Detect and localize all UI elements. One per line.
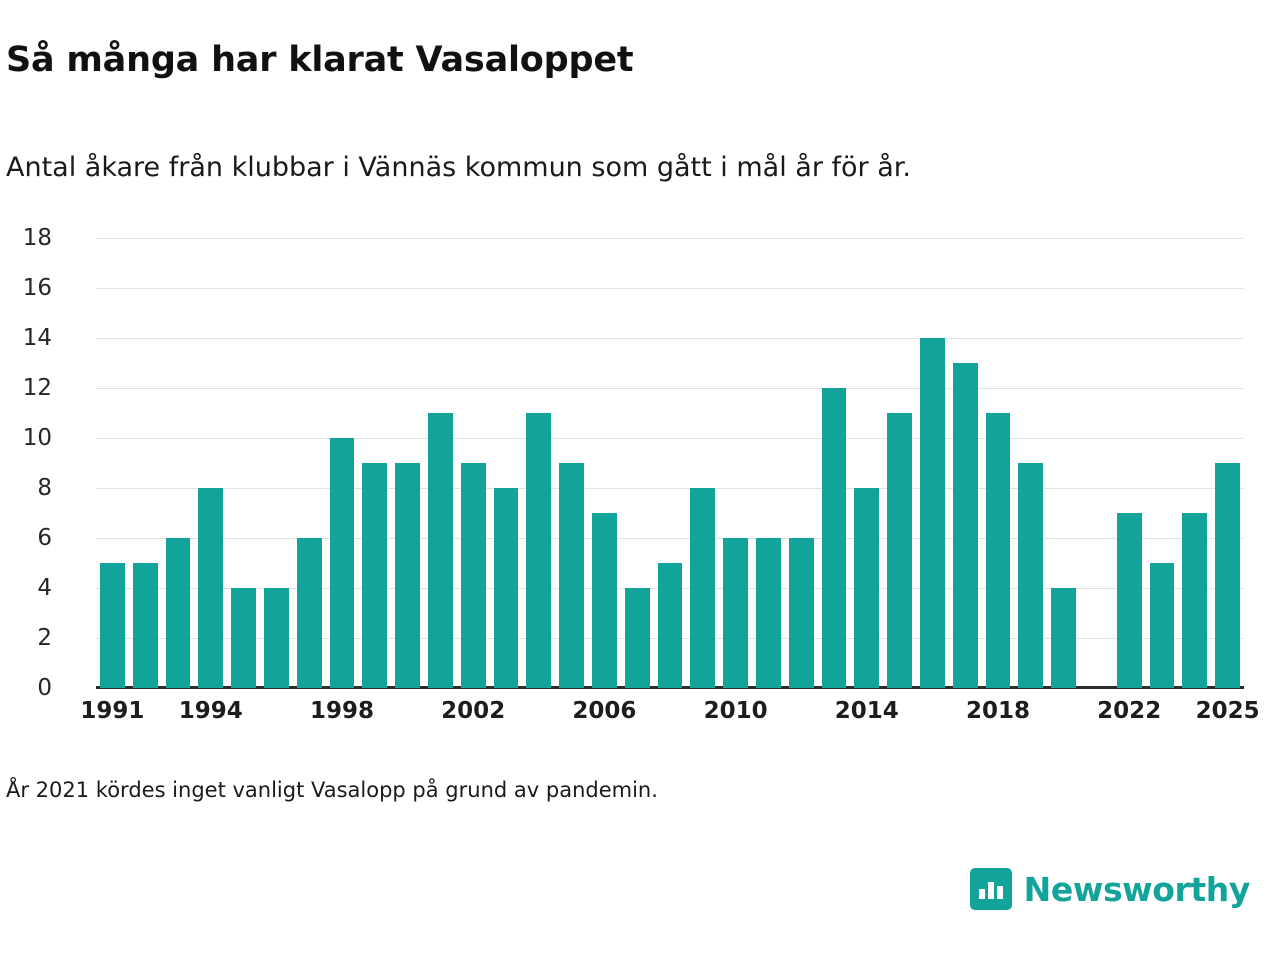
- bar: [1215, 463, 1240, 688]
- bar: [494, 488, 519, 688]
- bar: [723, 538, 748, 688]
- bar: [428, 413, 453, 688]
- chart-footnote: År 2021 kördes inget vanligt Vasalopp på grund av pandemin.: [6, 778, 658, 802]
- bar: [198, 488, 223, 688]
- bar: [1018, 463, 1043, 688]
- x-axis-tick-label: 1991: [80, 698, 145, 724]
- bar: [887, 413, 912, 688]
- x-axis-tick-label: 2018: [965, 698, 1031, 724]
- bar-series: [96, 238, 1244, 688]
- bar: [264, 588, 289, 688]
- y-axis-tick-label: 16: [22, 275, 52, 301]
- bar: [822, 388, 847, 688]
- y-axis-tick-label: 12: [22, 375, 52, 401]
- x-axis-tick-label: 2002: [441, 698, 506, 724]
- y-axis-tick-label: 2: [37, 625, 52, 651]
- bar: [526, 413, 551, 688]
- y-axis-tick-label: 8: [37, 475, 52, 501]
- x-axis-tick-label: 2006: [572, 698, 637, 724]
- bar: [789, 538, 814, 688]
- bar: [362, 463, 387, 688]
- x-axis-tick-label: 2022: [1097, 698, 1162, 724]
- bar-chart-logo-icon: [970, 868, 1012, 910]
- x-axis-tick-label: 2010: [703, 698, 768, 724]
- x-axis-tick-label: 1998: [309, 698, 375, 724]
- bar: [231, 588, 256, 688]
- bar: [658, 563, 683, 688]
- bar: [1150, 563, 1175, 688]
- x-axis-tick-label: 2025: [1195, 698, 1260, 724]
- bar-chart: [0, 220, 1280, 724]
- bar: [1117, 513, 1142, 688]
- x-axis-labels: [80, 698, 1260, 738]
- bar: [592, 513, 617, 688]
- bar: [133, 563, 158, 688]
- bar: [395, 463, 420, 688]
- x-axis-tick-label: 1994: [178, 698, 243, 724]
- bar: [330, 438, 355, 688]
- bar: [297, 538, 322, 688]
- y-axis-tick-label: 14: [22, 325, 52, 351]
- bar: [166, 538, 191, 688]
- y-axis-tick-label: 10: [22, 425, 52, 451]
- y-axis-tick-label: 18: [22, 225, 52, 251]
- bar: [986, 413, 1011, 688]
- y-axis-tick-label: 0: [37, 675, 52, 701]
- y-axis-tick-label: 6: [37, 525, 52, 551]
- bar: [461, 463, 486, 688]
- bar: [1051, 588, 1076, 688]
- y-axis-tick-label: 4: [37, 575, 52, 601]
- brand-name: Newsworthy: [1023, 869, 1250, 909]
- bar: [854, 488, 879, 688]
- bar: [756, 538, 781, 688]
- brand-watermark: [970, 868, 1250, 910]
- bar: [690, 488, 715, 688]
- bar: [920, 338, 945, 688]
- bar: [100, 563, 125, 688]
- bar: [1182, 513, 1207, 688]
- x-axis-tick-label: 2014: [834, 698, 899, 724]
- bar: [953, 363, 978, 688]
- page-title: Så många har klarat Vasaloppet: [6, 40, 634, 80]
- bar: [559, 463, 584, 688]
- page-subtitle: Antal åkare från klubbar i Vännäs kommun som gått i mål år för år.: [6, 152, 911, 183]
- bar: [625, 588, 650, 688]
